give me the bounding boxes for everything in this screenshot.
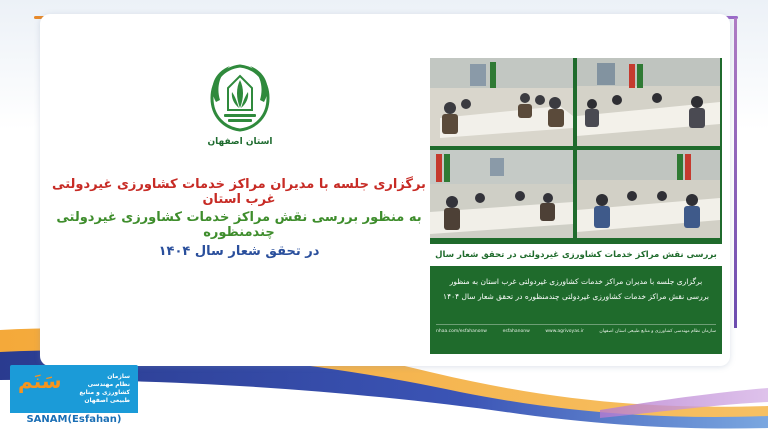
headline-line-2: به منظور بررسی نقش مراکز خدمات کشاورزی غیردولتی چندمنظوره	[56, 210, 422, 240]
badge-org-text	[60, 373, 130, 405]
badge-org-line-1: سازمان	[107, 373, 130, 380]
footer-link-3[interactable]: www.agrivoyas.ir	[545, 329, 584, 334]
news-photo-panel	[430, 58, 722, 354]
organization-logo-icon	[202, 58, 278, 148]
meeting-photo-2	[577, 58, 720, 146]
meeting-photo-1	[430, 58, 573, 146]
logo-caption: استان اصفهان	[207, 137, 273, 147]
panel-body-line-2: بررسی نقش مراکز خدمات کشاورزی غیردولتی چندمنظوره در تحقق شعار سال ۱۴۰۴	[443, 292, 709, 301]
panel-title: بررسی نقش مراکز خدمات کشاورزی غیردولتی در تحقق شعار سال	[430, 244, 722, 266]
footer-org-name: سازمان نظام مهندسی کشاورزی و منابع طبیعی استان اصفهان	[599, 329, 716, 334]
headline-line-1: برگزاری جلسه با مدیران مراکز خدمات کشاورزی غیردولتی غرب استان	[52, 177, 426, 207]
panel-body-line-1: برگزاری جلسه با مدیران مراکز خدمات کشاورزی غیردولتی غرب استان به منظور	[449, 277, 703, 286]
panel-footer	[436, 324, 716, 339]
badge-org-line-3: کشاورزی و منابع طبیعی اصفهان	[79, 389, 130, 404]
card-side-accent-line	[734, 18, 737, 328]
meeting-photo-3	[430, 150, 573, 238]
panel-body	[440, 274, 712, 304]
badge-name: SANAM(Esfahan)	[10, 413, 138, 427]
meeting-photo-4	[577, 150, 720, 238]
footer-link-2[interactable]: esfahanonw	[502, 329, 530, 334]
sanam-logo-badge	[10, 365, 138, 427]
footer-link-1[interactable]: nhaa.com/esfahanonw	[436, 329, 487, 334]
badge-word: سَنَم	[18, 369, 62, 393]
headline-line-3: در تحقق شعار سال ۱۴۰۴	[158, 244, 320, 259]
badge-org-line-2: نظام مهندسی	[87, 381, 130, 388]
